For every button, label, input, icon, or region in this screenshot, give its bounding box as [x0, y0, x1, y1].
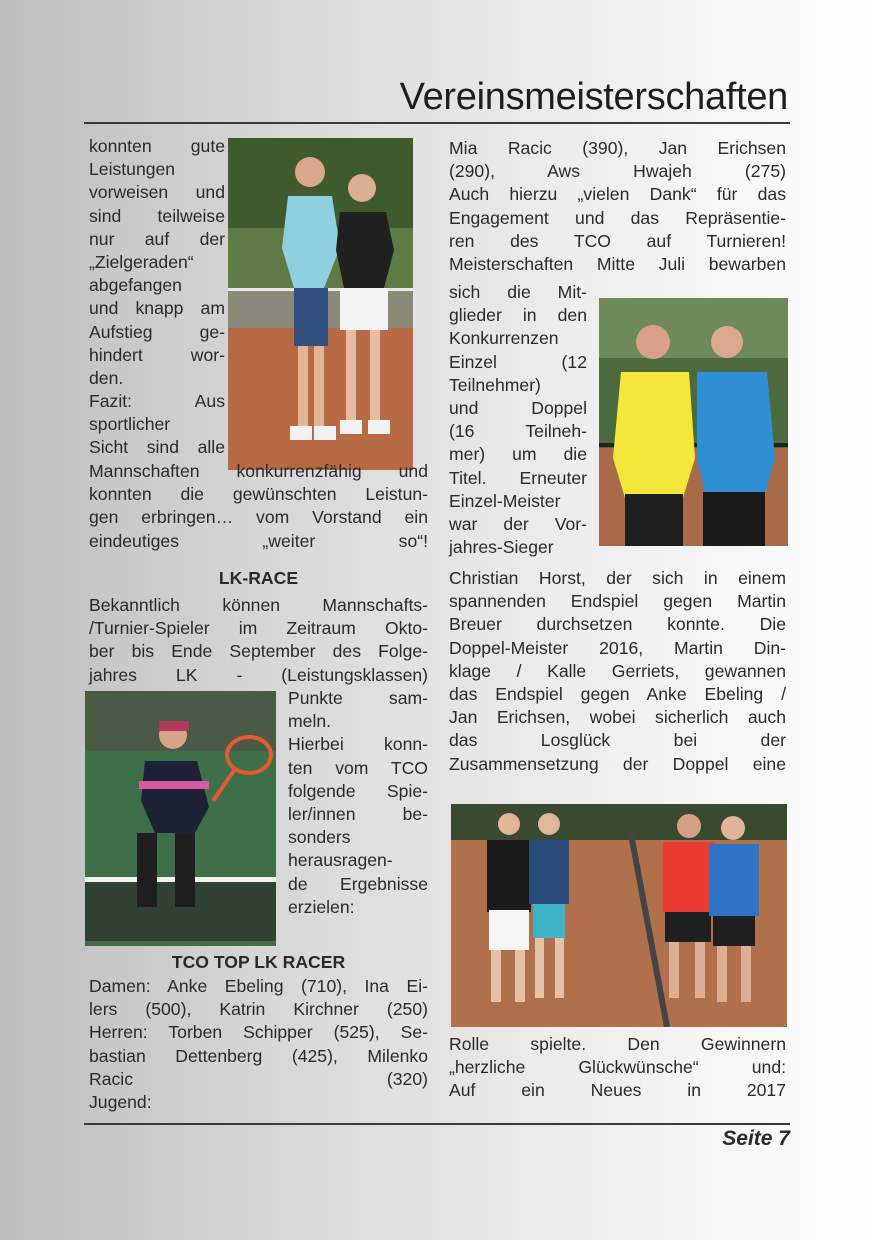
footer-rule	[84, 1123, 790, 1125]
right-full-para: Christian Horst, der sich in einem spannenden Endspiel gegen Martin Breuer durchsetzen konnte. Die Doppel-Meister 2016, Martin Din- klage / Kalle Gerriets, gewannen das Endspiel gegen Anke Ebeling / Jan Erichsen, wobei sicherlich auch das Losglück bei der Zusammensetzung der Doppel eine	[449, 568, 786, 774]
photo-woman-player	[85, 691, 276, 946]
lk-race-narrow: Punkte sam- meln. Hierbei konn- ten vom TCO folgende Spie- ler/innen be- sonders herausragen- de Ergebnisse erzielen:	[288, 688, 428, 917]
left-para1-narrow: konnten gute Leistungen vorweisen und sind teilweise nur auf der „Zielgeraden“ abgefangen und knapp am Aufstieg ge- hindert wor- den. Fazit: Aus sportlicher Sicht sind alle	[89, 136, 225, 458]
top-racer-heading: TCO TOP LK RACER	[171, 952, 346, 972]
page-number: Seite 7	[722, 1127, 790, 1150]
photo-two-players	[228, 138, 413, 470]
right-bottom-para: Rolle spielte. Den Gewinnern „herzliche Glückwünsche“ und: Auf ein Neues in 2017	[449, 1034, 786, 1101]
photo-einzel-finalists	[599, 298, 788, 546]
header-rule	[84, 122, 790, 124]
lk-race-para: Bekanntlich können Mannschafts- /Turnier-Spieler im Zeitraum Okto- ber bis Ende September des Folge- jahres LK - (Leistungsklassen)	[89, 595, 428, 685]
lk-race-heading: LK-RACE	[218, 568, 299, 588]
right-top-para: Mia Racic (390), Jan Erichsen (290), Aws Hwajeh (275) Auch hierzu „vielen Dank“ für das Engagement und das Repräsentie- ren des TCO auf Turnieren! Meisterschaften Mitte Juli bewarben	[449, 138, 786, 274]
left-para1-full: Mannschaften konkurrenzfähig und konnten die gewünschten Leistun- gen erbringen… vom Vorstand ein eindeutiges „weiter so“!	[89, 461, 428, 551]
page-title: Vereinsmeisterschaften	[399, 76, 788, 118]
photo-doubles-group	[451, 804, 787, 1027]
top-racer-list: Damen: Anke Ebeling (710), Ina Ei- lers (500), Katrin Kirchner (250) Herren: Torben Schipper (525), Se- bastian Dettenberg (425), Milenko Racic (320) Jugend:	[89, 976, 428, 1112]
right-narrow-para: sich die Mit- glieder in den Konkurrenzen Einzel (12 Teilnehmer) und Doppel (16 Teilneh- mer) um die Titel. Erneuter Einzel-Meister war der Vor- jahres-Sieger	[449, 282, 587, 558]
